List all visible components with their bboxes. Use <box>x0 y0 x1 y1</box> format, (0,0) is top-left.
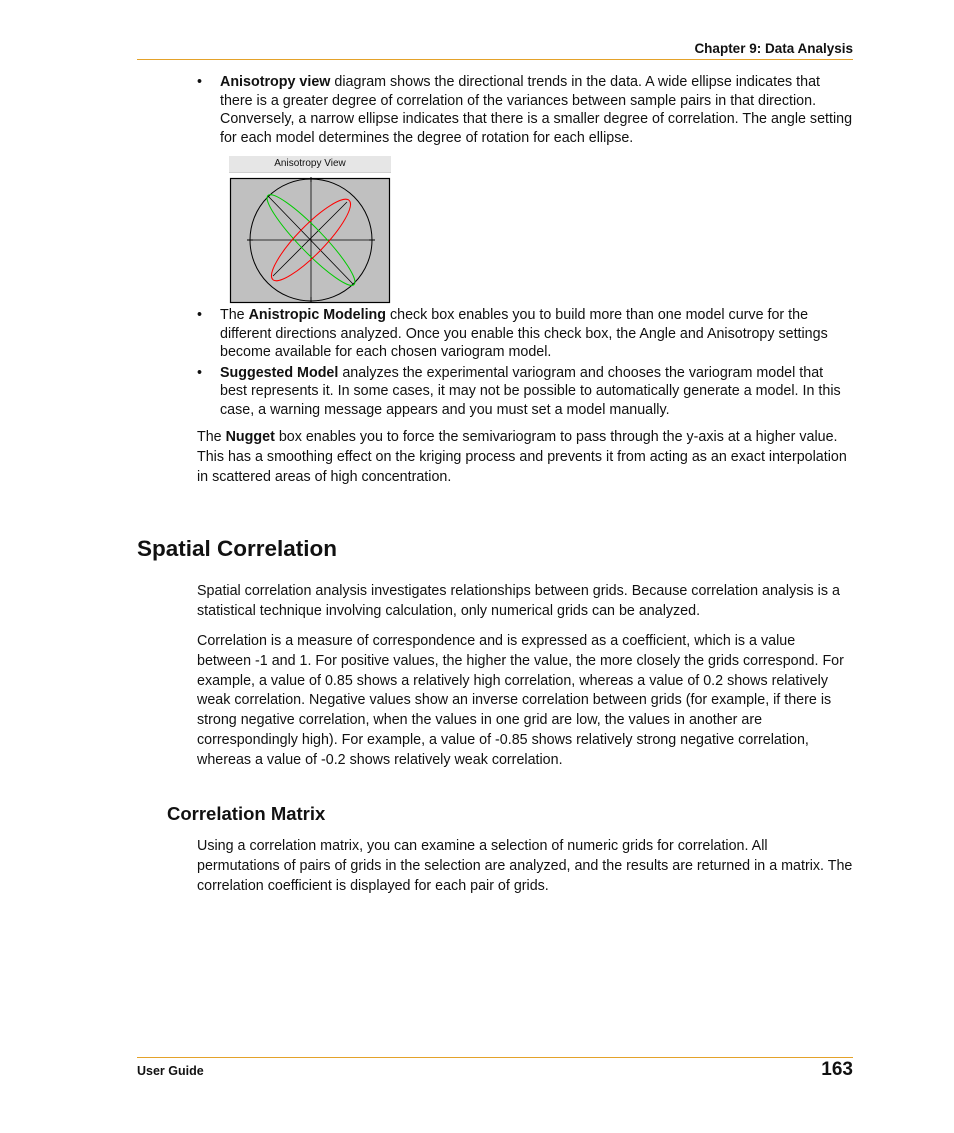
bullet-item <box>197 73 853 147</box>
bullet-term: Anisotropy view <box>220 74 331 90</box>
subsection-title: Correlation Matrix <box>167 803 326 824</box>
footer-rule <box>137 1057 853 1058</box>
nugget-prefix: The <box>197 429 226 445</box>
nugget-text: box enables you to force the semivariogram to pass through the y-axis at a higher value. This has a smoothing effect on the kriging process and prevents it from acting as an exact interpolation in scattered areas of high concentration. <box>197 429 847 485</box>
bullet-item <box>197 364 853 420</box>
footer-label: User Guide <box>137 1064 204 1078</box>
bullet-text: diagram shows the directional trends in the data. A wide ellipse indicates that there is a greater degree of correlation of the variances between sample pairs in that direction. Conversely, a narrow ellipse indicates that there is a smaller degree of correlation. The angle setting for each model determines the degree of rotation for each ellipse. <box>220 74 853 146</box>
bullet-term: Suggested Model <box>220 364 339 381</box>
anisotropy-plot <box>229 176 391 304</box>
plot-frame <box>231 179 390 303</box>
bullet-text: check box enables you to build more than one model curve for the different directions analyzed. Once you enable this check box, the Angle and Anisotropy settings become available for each chosen variogram model. <box>220 307 828 361</box>
bullet-icon: • <box>197 74 203 90</box>
page-number: 163 <box>821 1059 853 1080</box>
bullet-term: Anistropic Modeling <box>248 307 387 323</box>
bullet-text: analyzes the experimental variogram and chooses the variogram model that best represents it. In some cases, it may not be possible to automatically generate a model. In this case, a warning message appears and you must set a model manually. <box>220 364 841 418</box>
header-rule <box>137 59 853 60</box>
bullet-list-anisotropy <box>197 73 853 147</box>
section-title: Spatial Correlation <box>137 536 338 561</box>
bullet-item <box>197 306 853 362</box>
anisotropy-view-figure <box>229 156 391 304</box>
bullet-icon: • <box>197 364 203 381</box>
running-head: Chapter 9: Data Analysis <box>694 41 853 56</box>
bullet-icon: • <box>197 307 203 323</box>
subsection-paragraph: Using a correlation matrix, you can examine a selection of numeric grids for correlation. All permutations of pairs of grids in the selection are analyzed, and the results are returned in a matrix. The correlation coefficient is displayed for each pair of grids. <box>197 838 853 894</box>
bullet-prefix: The <box>220 307 249 323</box>
section-paragraph-2: Correlation is a measure of correspondence and is expressed as a coefficient, which is a value between -1 and 1. For positive values, the higher the value, the more closely the grids correspond. For example, a value of 0.85 shows a relatively high correlation, whereas a value of 0.2 shows relatively weak correlation. Negative values show an inverse correlation between grids (for example, if there is strong negative correlation, when the values in one grid are low, the values in another are correspondingly high). For example, a value of -0.85 shows relatively strong negative correlation, whereas a value of -0.2 shows relatively weak correlation. <box>197 633 844 768</box>
bullet-list-modeling <box>197 306 853 420</box>
nugget-paragraph <box>197 428 853 487</box>
section-paragraph-1: Spatial correlation analysis investigates relationships between grids. Because correlation analysis is a statistical technique involving calculation, only numerical grids can be analyzed. <box>197 583 840 619</box>
figure-title: Anisotropy View <box>229 156 391 173</box>
nugget-term: Nugget <box>225 429 275 445</box>
